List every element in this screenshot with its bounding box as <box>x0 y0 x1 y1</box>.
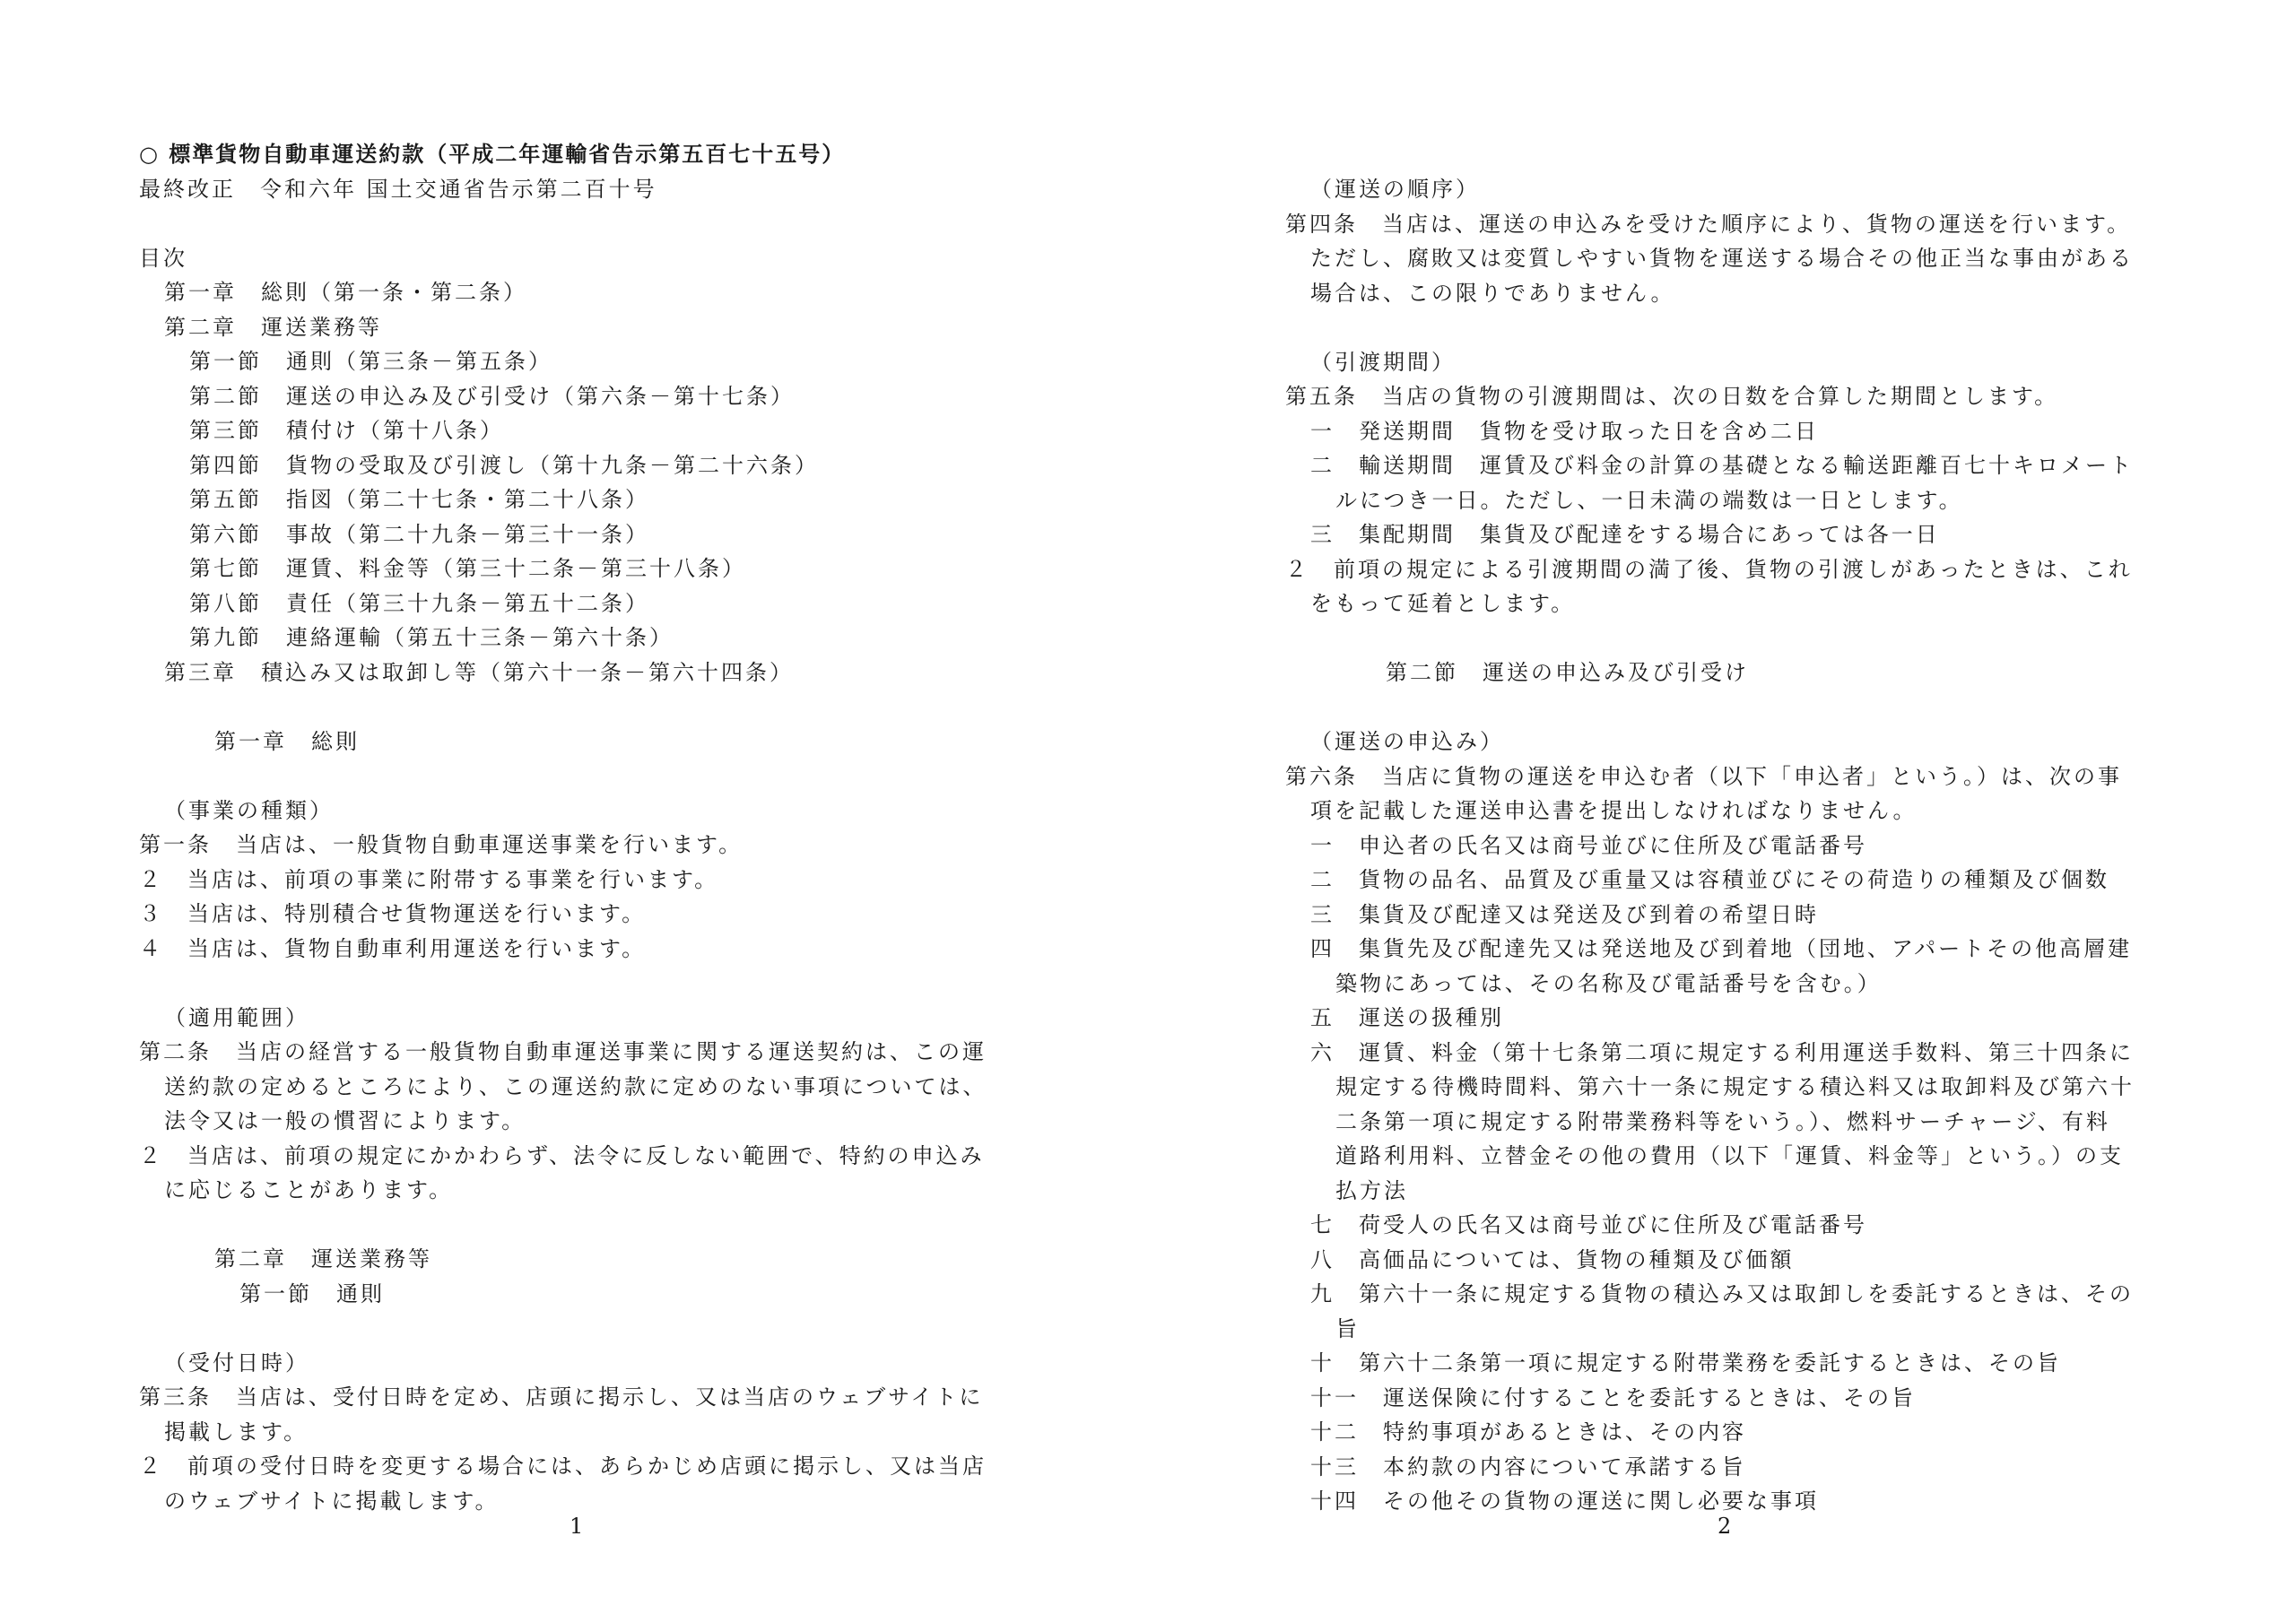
text-line: ２ 当店は、前項の規定にかかわらず、法令に反しない範囲で、特約の申込み <box>139 1142 985 1168</box>
text-line: 四 集貨先及び配達先又は発送地及び到着地（団地、アパートその他高層建 <box>1310 936 2133 961</box>
article-caption: （適用範囲） <box>164 1004 309 1030</box>
text-line: ４ 当店は、貨物自動車利用運送を行います。 <box>139 935 647 961</box>
text-line: ルにつき一日。ただし、一日未満の端数は一日とします。 <box>1335 487 1963 513</box>
document-title: ○ 標準貨物自動車運送約款（平成二年運輸省告示第五百七十五号） <box>139 142 846 167</box>
section-heading: 第二節 運送の申込み及び引受け <box>1386 660 1749 685</box>
text-line: 法令又は一般の慣習によります。 <box>164 1108 526 1133</box>
text-line: 道路利用料、立替金その他の費用（以下「運賃、料金等」という。）の支 <box>1335 1143 2124 1168</box>
text-line: ２ 当店は、前項の事業に附帯する事業を行います。 <box>139 866 719 892</box>
toc-heading: 目次 <box>139 245 187 271</box>
text-line: 第三節 積付け（第十八条） <box>189 418 504 443</box>
text-line: 築物にあっては、その名称及び電話番号を含む。） <box>1335 970 1882 996</box>
text-line: 五 運送の扱種別 <box>1310 1005 1504 1030</box>
text-line: 第六節 事故（第二十九条－第三十一条） <box>189 521 649 547</box>
text-line: 第八節 責任（第三十九条－第五十二条） <box>189 590 649 616</box>
text-line: 第九節 連絡運輸（第五十三条－第六十条） <box>189 625 674 650</box>
text-line: 場合は、この限りでありません。 <box>1310 280 1675 306</box>
text-line: ２ 前項の規定による引渡期間の満了後、貨物の引渡しがあったときは、これ <box>1285 556 2133 582</box>
text-line: 第三条 当店は、受付日時を定め、店頭に掲示し、又は当店のウェブサイトに <box>139 1384 984 1410</box>
text-line: ただし、腐敗又は変質しやすい貨物を運送する場合その他正当な事由がある <box>1310 246 2134 271</box>
text-line: に応じることがあります。 <box>164 1177 454 1202</box>
text-line: 第七節 運賃、料金等（第三十二条－第三十八条） <box>189 556 746 581</box>
text-line: 一 申込者の氏名又は商号並びに住所及び電話番号 <box>1310 832 1867 858</box>
article-4 <box>1285 207 2182 311</box>
text-line: 第一条 当店は、一般貨物自動車運送事業を行います。 <box>139 832 744 857</box>
text-line: 第二章 運送業務等 <box>164 314 382 340</box>
right-page <box>1148 0 2296 1623</box>
text-line: のウェブサイトに掲載します。 <box>164 1488 500 1514</box>
text-line: 十二 特約事項があるときは、その内容 <box>1310 1419 1746 1445</box>
page-number: 1 <box>570 1514 584 1539</box>
article-6 <box>1285 759 2182 1519</box>
text-line: 二条第一項に規定する附帯業務料等をいう。）、燃料サーチャージ、有料 <box>1335 1108 2110 1134</box>
text-line: 旨 <box>1335 1315 1360 1341</box>
text-line: 三 集貨及び配達又は発送及び到着の希望日時 <box>1310 901 1819 927</box>
table-of-contents <box>139 275 1036 690</box>
text-line: 十三 本約款の内容について承諾する旨 <box>1310 1454 1746 1480</box>
section-heading: 第一節 通則 <box>239 1280 385 1306</box>
text-line: 第三章 積込み又は取卸し等（第六十一条－第六十四条） <box>164 659 794 685</box>
text-line: 払方法 <box>1335 1177 1408 1203</box>
text-line: 第一章 総則（第一条・第二条） <box>164 280 527 305</box>
text-line: 十 第六十二条第一項に規定する附帯業務を委託するときは、その旨 <box>1310 1350 2061 1376</box>
text-line: 第五節 指図（第二十七条・第二十八条） <box>189 487 649 512</box>
text-line: 六 運賃、料金（第十七条第二項に規定する利用運送手数料、第三十四条に <box>1310 1039 2134 1065</box>
text-line: ２ 前項の受付日時を変更する場合には、あらかじめ店頭に掲示し、又は当店 <box>139 1454 987 1479</box>
text-line: 第四節 貨物の受取及び引渡し（第十九条－第二十六条） <box>189 452 819 478</box>
article-caption: （引渡期間） <box>1310 349 1456 375</box>
text-line: 第四条 当店は、運送の申込みを受けた順序により、貨物の運送を行います。 <box>1285 211 2132 237</box>
text-line: をもって延着とします。 <box>1310 591 1576 616</box>
text-line: 十四 その他その貨物の運送に関し必要な事項 <box>1310 1488 1819 1514</box>
text-line: 項を記載した運送申込書を提出しなければなりません。 <box>1310 798 1918 823</box>
text-line: 七 荷受人の氏名又は商号並びに住所及び電話番号 <box>1310 1212 1867 1237</box>
page-number: 2 <box>1718 1514 1732 1539</box>
text-line: 第二条 当店の経営する一般貨物自動車運送事業に関する運送契約は、この運 <box>139 1039 987 1064</box>
text-line: 規定する待機時間料、第六十一条に規定する積込料又は取卸料及び第六十 <box>1335 1074 2135 1099</box>
article-1 <box>139 828 1036 966</box>
left-page-body <box>139 137 1036 1518</box>
article-5 <box>1285 379 2182 621</box>
article-caption: （運送の申込み） <box>1310 729 1504 754</box>
text-line: 一 発送期間 貨物を受け取った日を含め二日 <box>1310 418 1819 444</box>
text-line: 三 集配期間 集貨及び配達をする場合にあっては各一日 <box>1310 522 1940 547</box>
revision-note: 最終改正 令和六年 国土交通省告示第二百十号 <box>139 176 657 202</box>
text-line: 第五条 当店の貨物の引渡期間は、次の日数を合算した期間とします。 <box>1285 384 2059 409</box>
text-line: 二 輸送期間 運賃及び料金の計算の基礎となる輸送距離百七十キロメート <box>1310 453 2134 478</box>
text-line: 送約款の定めるところにより、この運送約款に定めのない事項については、 <box>164 1073 987 1099</box>
article-caption: （事業の種類） <box>164 797 334 823</box>
text-line: 掲載します。 <box>164 1419 309 1445</box>
text-line: ３ 当店は、特別積合せ貨物運送を行います。 <box>139 901 647 926</box>
chapter-heading: 第二章 運送業務等 <box>214 1246 432 1271</box>
text-line: 二 貨物の品名、品質及び重量又は容積並びにその荷造りの種類及び個数 <box>1310 867 2109 892</box>
article-caption: （受付日時） <box>164 1350 309 1376</box>
text-line: 八 高価品については、貨物の種類及び価額 <box>1310 1246 1795 1272</box>
text-line: 第一節 通則（第三条－第五条） <box>189 349 552 374</box>
text-line: 九 第六十一条に規定する貨物の積込み又は取卸しを委託するときは、その <box>1310 1281 2134 1306</box>
text-line: 第二節 運送の申込み及び引受け（第六条－第十七条） <box>189 383 795 409</box>
article-2 <box>139 1035 1036 1208</box>
text-line: 十一 運送保険に付することを委託するときは、その旨 <box>1310 1384 1916 1410</box>
text-line: 第六条 当店に貨物の運送を申込む者（以下「申込者」という。）は、次の事 <box>1285 763 2122 789</box>
article-caption: （運送の順序） <box>1310 177 1480 202</box>
right-page-body <box>1285 172 2182 1519</box>
article-3 <box>139 1380 1036 1518</box>
chapter-heading: 第一章 総則 <box>214 728 360 754</box>
